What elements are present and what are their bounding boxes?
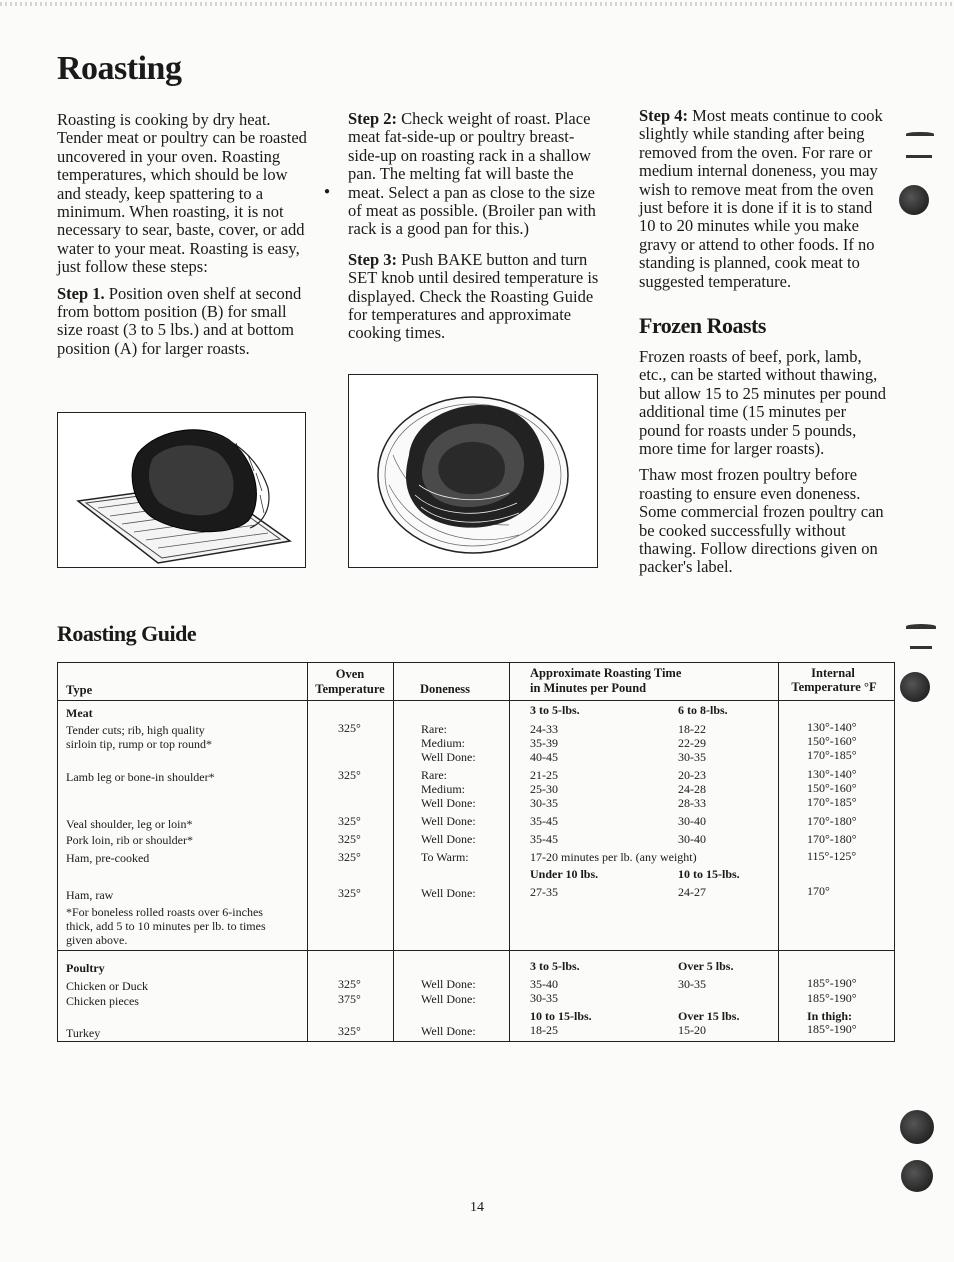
chicken-duck-internal: 185°-190°	[807, 976, 857, 990]
pork-oven-temp: 325°	[338, 832, 361, 846]
veal-doneness: Well Done:	[421, 814, 476, 828]
turkey-time-a: 18-25	[530, 1023, 558, 1037]
step-4	[639, 107, 891, 291]
lamb-time-a-well: 30-35	[530, 796, 558, 810]
step-2-text: Check weight of roast. Place meat fat-side-up or poultry breast-side-up on roasting rack in a shallow pan. The melting fat will baste the meat. Select a pan as close to the size of meat as possible. (Broiler pan with rack is a good pan for this.)	[348, 109, 596, 239]
chicken-duck-type: Chicken or Duck	[66, 979, 148, 993]
veal-time-a: 35-45	[530, 814, 558, 828]
step-1-label: Step 1.	[57, 283, 105, 303]
lamb-internal-rare: 130°-140°	[807, 767, 857, 781]
step-4-column	[639, 107, 891, 299]
chicken-duck-doneness: Well Done:	[421, 977, 476, 991]
lamb-type: Lamb leg or bone-in shoulder*	[66, 770, 215, 784]
turkey-time-b: 15-20	[678, 1023, 706, 1037]
roast-on-rack-illustration	[57, 412, 306, 568]
frozen-roasts-heading: Frozen Roasts	[639, 313, 766, 338]
chicken-duck-time-a: 35-40	[530, 977, 558, 991]
lamb-doneness-medium: Medium:	[421, 782, 465, 796]
ham-raw-internal: 170°	[807, 884, 830, 898]
binder-hole-mark	[901, 1160, 933, 1192]
ham-size-b: 10 to 15-lbs.	[678, 867, 740, 881]
margin-bullet: ●	[324, 186, 331, 197]
ham-raw-doneness: Well Done:	[421, 886, 476, 900]
veal-time-b: 30-40	[678, 814, 706, 828]
header-oven-1: Oven	[335, 667, 365, 681]
header-time-2: in Minutes per Pound	[530, 681, 647, 695]
page-title: Roasting	[57, 50, 182, 87]
beef-doneness-well: Well Done:	[421, 750, 476, 764]
lamb-time-b-rare: 20-23	[678, 768, 706, 782]
lamb-time-b-medium: 24-28	[678, 782, 706, 796]
beef-time-b-rare: 18-22	[678, 722, 706, 736]
header-internal-1: Internal	[811, 666, 855, 680]
frozen-para-2: Thaw most frozen poultry before roasting to ensure even doneness. Some commercial frozen poultry can be cooked successfully without thawing. Follow directions given on packer's label.	[639, 465, 884, 577]
lamb-time-a-medium: 25-30	[530, 782, 558, 796]
boneless-note-1: *For boneless rolled roasts over 6-inches	[66, 905, 263, 919]
chicken-pieces-internal: 185°-190°	[807, 991, 857, 1005]
beef-doneness-medium: Medium:	[421, 736, 465, 750]
beef-time-a-rare: 24-33	[530, 722, 558, 736]
meat-size-a: 3 to 5-lbs.	[530, 703, 580, 717]
turkey-internal: 185°-190°	[807, 1022, 857, 1036]
roasting-guide-table	[57, 662, 895, 1042]
roast-pan-drawing	[58, 413, 305, 567]
column-divider	[393, 663, 394, 1041]
step-3	[348, 251, 600, 343]
pork-internal: 170°-180°	[807, 832, 857, 846]
frozen-roasts-text	[639, 348, 891, 585]
page-number: 14	[470, 1200, 484, 1215]
beef-doneness-rare: Rare:	[421, 722, 447, 736]
beef-oven-temp: 325°	[338, 721, 361, 735]
step-3-text: Push BAKE button and turn SET knob until desired temperature is displayed. Check the Roasting Guide for temperatures and approximate cooking times.	[348, 249, 599, 343]
ham-precooked-oven-temp: 325°	[338, 850, 361, 864]
scan-mark	[906, 155, 932, 158]
lamb-internal-well: 170°-185°	[807, 795, 857, 809]
poultry-size-a: 3 to 5-lbs.	[530, 959, 580, 973]
sliced-roast-illustration	[348, 374, 598, 568]
lamb-time-a-rare: 21-25	[530, 768, 558, 782]
step-2	[348, 110, 600, 239]
scan-mark	[906, 624, 936, 629]
ham-raw-oven-temp: 325°	[338, 886, 361, 900]
beef-time-a-well: 40-45	[530, 750, 558, 764]
beef-time-a-medium: 35-39	[530, 736, 558, 750]
section-poultry-label: Poultry	[66, 961, 105, 975]
step-4-label: Step 4:	[639, 106, 689, 125]
roasting-guide-heading: Roasting Guide	[57, 621, 197, 646]
binder-hole-mark	[900, 672, 930, 702]
turkey-type: Turkey	[66, 1026, 101, 1040]
boneless-note-2: thick, add 5 to 10 minutes per lb. to times	[66, 919, 266, 933]
ham-raw-time-b: 24-27	[678, 885, 706, 899]
chicken-pieces-type: Chicken pieces	[66, 994, 139, 1008]
chicken-pieces-time-a: 30-35	[530, 991, 558, 1005]
binder-hole-mark	[900, 1110, 934, 1144]
beef-type-1: Tender cuts; rib, high quality	[66, 723, 205, 737]
ham-precooked-type: Ham, pre-cooked	[66, 851, 150, 865]
frozen-para-1: Frozen roasts of beef, pork, lamb, etc., can be started without thawing, but allow 15 to 25 minutes per pound additional time (15 minutes per pound for roasts under 5 pounds, more time for larger roasts).	[639, 347, 887, 459]
chicken-pieces-oven-temp: 375°	[338, 992, 361, 1006]
scan-mark	[910, 646, 932, 649]
veal-internal: 170°-180°	[807, 814, 857, 828]
turkey-oven-temp: 325°	[338, 1024, 361, 1038]
poultry-size-b: Over 5 lbs.	[678, 959, 734, 973]
step-4-text: Most meats continue to cook slightly while standing after being removed from the oven. For rare or medium internal doneness, you may wish to remove meat from the oven just before it is done if it is to stand 10 to 20 minutes while you make gravy or attend to other foods. If no standing is planned, cook meat to suggested temperature.	[639, 106, 883, 291]
step-2-label: Step 2:	[348, 109, 398, 128]
chicken-pieces-doneness: Well Done:	[421, 992, 476, 1006]
ham-precooked-internal: 115°-125°	[807, 849, 857, 863]
beef-time-b-well: 30-35	[678, 750, 706, 764]
chicken-duck-time-b: 30-35	[678, 977, 706, 991]
header-time-1: Approximate Roasting Time	[530, 666, 682, 680]
column-divider	[509, 663, 510, 1041]
step-1	[57, 285, 307, 359]
column-divider	[778, 663, 779, 1041]
ham-size-a: Under 10 lbs.	[530, 867, 599, 881]
header-oven-2: Temperature	[315, 682, 385, 696]
boneless-note-3: given above.	[66, 933, 128, 947]
chicken-duck-oven-temp: 325°	[338, 977, 361, 991]
step-3-label: Step 3:	[348, 249, 398, 269]
intro-column	[57, 111, 307, 366]
lamb-doneness-rare: Rare:	[421, 768, 447, 782]
beef-internal-rare: 130°-140°	[807, 720, 857, 734]
veal-type: Veal shoulder, leg or loin*	[66, 817, 193, 831]
ham-precooked-doneness: To Warm:	[421, 850, 469, 864]
ham-precooked-time: 17-20 minutes per lb. (any weight)	[530, 850, 697, 864]
sliced-roast-drawing	[349, 375, 597, 567]
beef-time-b-medium: 22-29	[678, 736, 706, 750]
veal-oven-temp: 325°	[338, 814, 361, 828]
steps-column	[348, 110, 600, 351]
header-type: Type	[66, 683, 93, 697]
binder-hole-mark	[899, 185, 929, 215]
scan-top-edge	[0, 2, 954, 6]
pork-time-a: 35-45	[530, 832, 558, 846]
intro-paragraph: Roasting is cooking by dry heat. Tender meat or poultry can be roasted uncovered in your oven. Roasting temperatures, which should be low and steady, keep spattering to a minimum. When roasting, it is not necessary to sear, baste, cover, or add water to your meat. Roasting is easy, just follow these steps:	[57, 110, 307, 277]
section-divider	[58, 950, 894, 951]
ham-raw-time-a: 27-35	[530, 885, 558, 899]
section-meat-label: Meat	[66, 706, 93, 720]
beef-type-2: sirloin tip, rump or top round*	[66, 737, 212, 751]
lamb-oven-temp: 325°	[338, 768, 361, 782]
pork-type: Pork loin, rib or shoulder*	[66, 833, 193, 847]
ham-raw-type: Ham, raw	[66, 888, 114, 902]
lamb-doneness-well: Well Done:	[421, 796, 476, 810]
header-divider	[58, 700, 894, 701]
column-divider	[307, 663, 308, 1041]
pork-time-b: 30-40	[678, 832, 706, 846]
pork-doneness: Well Done:	[421, 832, 476, 846]
beef-internal-medium: 150°-160°	[807, 734, 857, 748]
turkey-size-a: 10 to 15-lbs.	[530, 1009, 592, 1023]
header-internal-2: Temperature °F	[791, 680, 877, 694]
beef-internal-well: 170°-185°	[807, 748, 857, 762]
step-1-text: Position oven shelf at second from bottom position (B) for small size roast (3 to 5 lbs.) and at bottom position (A) for larger roasts.	[57, 283, 302, 358]
header-doneness: Doneness	[420, 682, 471, 696]
meat-size-b: 6 to 8-lbs.	[678, 703, 728, 717]
lamb-time-b-well: 28-33	[678, 796, 706, 810]
lamb-internal-medium: 150°-160°	[807, 781, 857, 795]
turkey-doneness: Well Done:	[421, 1024, 476, 1038]
turkey-size-b: Over 15 lbs.	[678, 1009, 740, 1023]
turkey-internal-label: In thigh:	[807, 1009, 853, 1023]
scan-mark	[906, 132, 934, 136]
